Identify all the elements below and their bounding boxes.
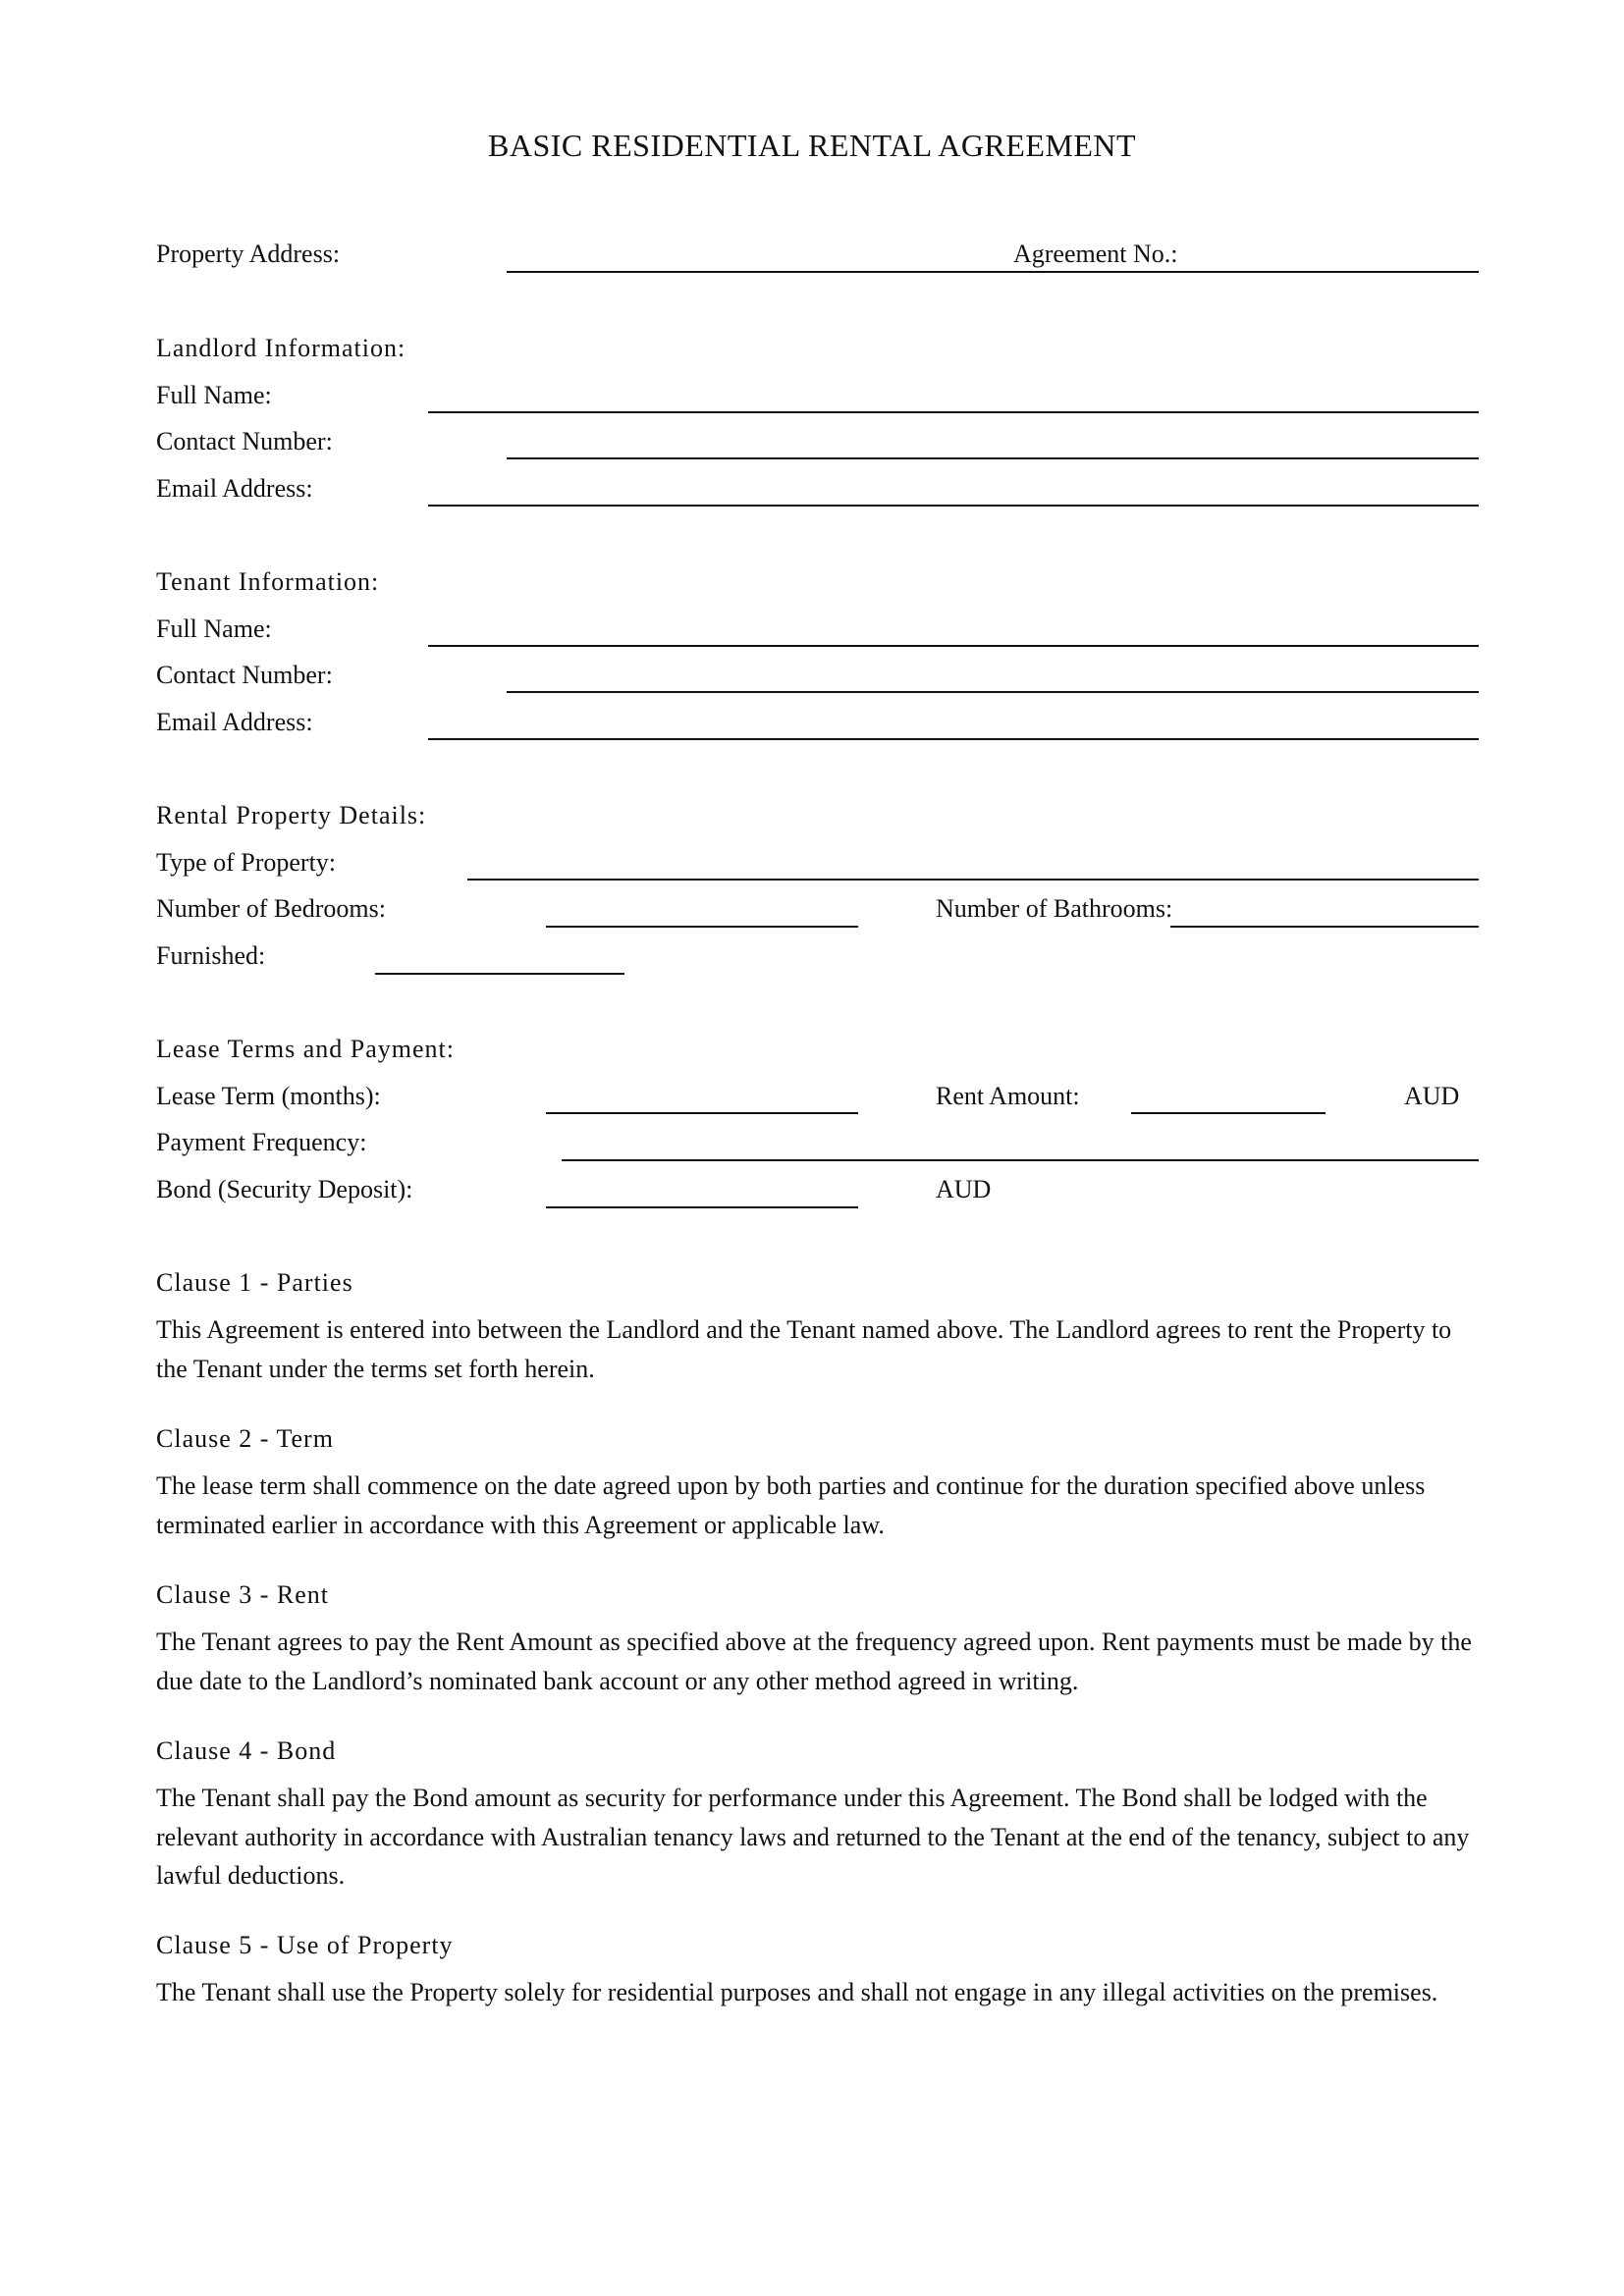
tenant-full-name-field[interactable] xyxy=(428,645,1479,647)
bedrooms-field[interactable] xyxy=(546,926,858,928)
furnished-label: Furnished: xyxy=(156,941,266,970)
landlord-email-label: Email Address: xyxy=(156,474,313,503)
lease-heading: Lease Terms and Payment: xyxy=(156,1035,456,1063)
clause-5-text: The Tenant shall use the Property solely for residential purposes and shall not engage in any illegal activities on the premises. xyxy=(156,1978,1438,2006)
property-type-field[interactable] xyxy=(467,879,1479,881)
clause-1-heading: Clause 1 - Parties xyxy=(156,1268,353,1297)
bond-field[interactable] xyxy=(546,1206,858,1208)
landlord-contact-label: Contact Number: xyxy=(156,427,333,455)
clause-4-heading: Clause 4 - Bond xyxy=(156,1736,337,1765)
tenant-heading: Tenant Information: xyxy=(156,567,380,596)
landlord-full-name-field[interactable] xyxy=(428,411,1479,413)
bedrooms-label: Number of Bedrooms: xyxy=(156,894,386,923)
landlord-contact-field[interactable] xyxy=(507,457,1479,459)
landlord-email-field[interactable] xyxy=(428,505,1479,507)
bond-label: Bond (Security Deposit): xyxy=(156,1175,413,1203)
agreement-no-label: Agreement No.: xyxy=(1013,240,1178,268)
clause-3-heading: Clause 3 - Rent xyxy=(156,1580,330,1609)
clause-3-text: The Tenant agrees to pay the Rent Amount as specified above at the frequency agreed upon. Rent payments must be made by the due date to the Landlord’s nominated bank account or any other method agreed in writing. xyxy=(156,1628,1472,1695)
clause-2-heading: Clause 2 - Term xyxy=(156,1424,334,1453)
rent-amount-label: Rent Amount: xyxy=(936,1082,1080,1110)
tenant-email-field[interactable] xyxy=(428,738,1479,740)
bathrooms-field[interactable] xyxy=(1170,926,1479,928)
rent-amount-field[interactable] xyxy=(1131,1112,1326,1114)
bathrooms-label: Number of Bathrooms: xyxy=(936,894,1173,923)
tenant-email-label: Email Address: xyxy=(156,708,313,736)
payment-frequency-field[interactable] xyxy=(562,1159,1479,1161)
landlord-full-name-label: Full Name: xyxy=(156,381,272,409)
tenant-contact-field[interactable] xyxy=(507,691,1479,693)
bond-currency: AUD xyxy=(936,1175,992,1203)
property-type-label: Type of Property: xyxy=(156,848,337,877)
landlord-heading: Landlord Information: xyxy=(156,334,406,362)
lease-term-field[interactable] xyxy=(546,1112,858,1114)
payment-frequency-label: Payment Frequency: xyxy=(156,1128,367,1156)
clause-1-text: This Agreement is entered into between the Landlord and the Tenant named above. The Landlord agrees to rent the Property to the Tenant under the terms set forth herein. xyxy=(156,1315,1452,1383)
clause-2-text: The lease term shall commence on the date agreed upon by both parties and continue for the duration specified above unless terminated earlier in accordance with this Agreement or applicable law. xyxy=(156,1471,1426,1539)
furnished-field[interactable] xyxy=(375,973,624,975)
property-address-field[interactable] xyxy=(507,271,1479,273)
document-title: BASIC RESIDENTIAL RENTAL AGREEMENT xyxy=(487,128,1137,163)
clause-5-heading: Clause 5 - Use of Property xyxy=(156,1931,454,1959)
property-address-label: Property Address: xyxy=(156,240,341,268)
clause-4-text: The Tenant shall pay the Bond amount as security for performance under this Agreement. The Bond shall be lodged with the relevant authority in accordance with Australian tenancy laws and returned to the Tenant at the end of the tenancy, subject to any lawful deductions. xyxy=(156,1784,1470,1890)
property-heading: Rental Property Details: xyxy=(156,801,427,829)
tenant-contact-label: Contact Number: xyxy=(156,661,333,689)
lease-term-label: Lease Term (months): xyxy=(156,1082,381,1110)
tenant-full-name-label: Full Name: xyxy=(156,614,272,643)
rent-currency: AUD xyxy=(1404,1082,1460,1110)
